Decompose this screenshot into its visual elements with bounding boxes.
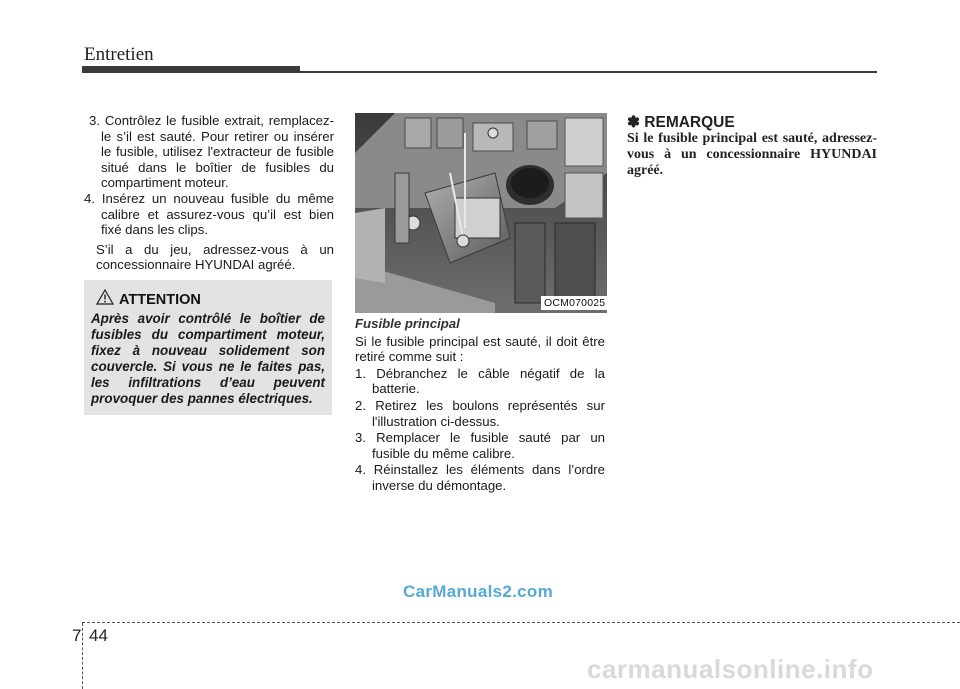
remark-text: Si le fusible principal est sauté, adressez-vous à un concessionnaire HYUNDAI agréé. [627, 131, 877, 178]
attention-text: Après avoir contrôlé le boîtier de fusibles du compartiment moteur, fixez à nouveau solidement son couvercle. Si vous ne le faites pas, les infiltrations d’eau peuvent provoquer des pannes électriques. [91, 311, 325, 406]
main-fuse-subtitle: Fusible principal [355, 316, 460, 331]
main-fuse-step-2: 2. Retirez les boulons représentés sur l'illustration ci-dessus. [355, 397, 605, 429]
chapter-number: 7 [72, 626, 82, 645]
footer-rule [82, 622, 960, 623]
main-fuse-step-1: 1. Débranchez le câble négatif de la batterie. [355, 365, 605, 397]
footer-divider [82, 623, 83, 689]
remark-title: ✽ REMARQUE [627, 114, 735, 131]
figure-code: OCM070025 [541, 296, 608, 310]
warning-icon [96, 289, 114, 305]
left-column [84, 113, 334, 273]
watermark-carmanuals2[interactable]: CarManuals2.com [403, 582, 553, 601]
main-fuse-step-3: 3. Remplacer le fusible sauté par un fusible du même calibre. [355, 430, 605, 461]
attention-title: ATTENTION [119, 292, 201, 308]
loose-fuse-note: S’il a du jeu, adressez-vous à un concessionnaire HYUNDAI agréé. [96, 241, 334, 273]
step-3: 3. Contrôlez le fusible extrait, remplacez-le s’il est sauté. Pour retirer ou insérer le fusible, utilisez l'extracteur de fusible situé dans le boîtier de fusibles du compartiment moteur. [89, 113, 334, 191]
page-number: 44 [89, 626, 108, 645]
section-title: Entretien [84, 44, 154, 65]
main-fuse-intro: Si le fusible principal est sauté, il doit être retiré comme suit : [355, 333, 605, 365]
header-bar-thick [82, 66, 300, 73]
step-4: 4. Insérez un nouveau fusible du même calibre et assurez-vous qu’il est bien fixé dans les clips. [84, 190, 334, 238]
watermark-carmanualsonline: carmanualsonline.info [587, 654, 874, 684]
main-fuse-step-4: 4. Réinstallez les éléments dans l’ordre inverse du démontage. [355, 462, 605, 493]
header-rule [300, 71, 877, 73]
middle-column [355, 316, 605, 494]
fuse-box-photo [355, 113, 607, 313]
